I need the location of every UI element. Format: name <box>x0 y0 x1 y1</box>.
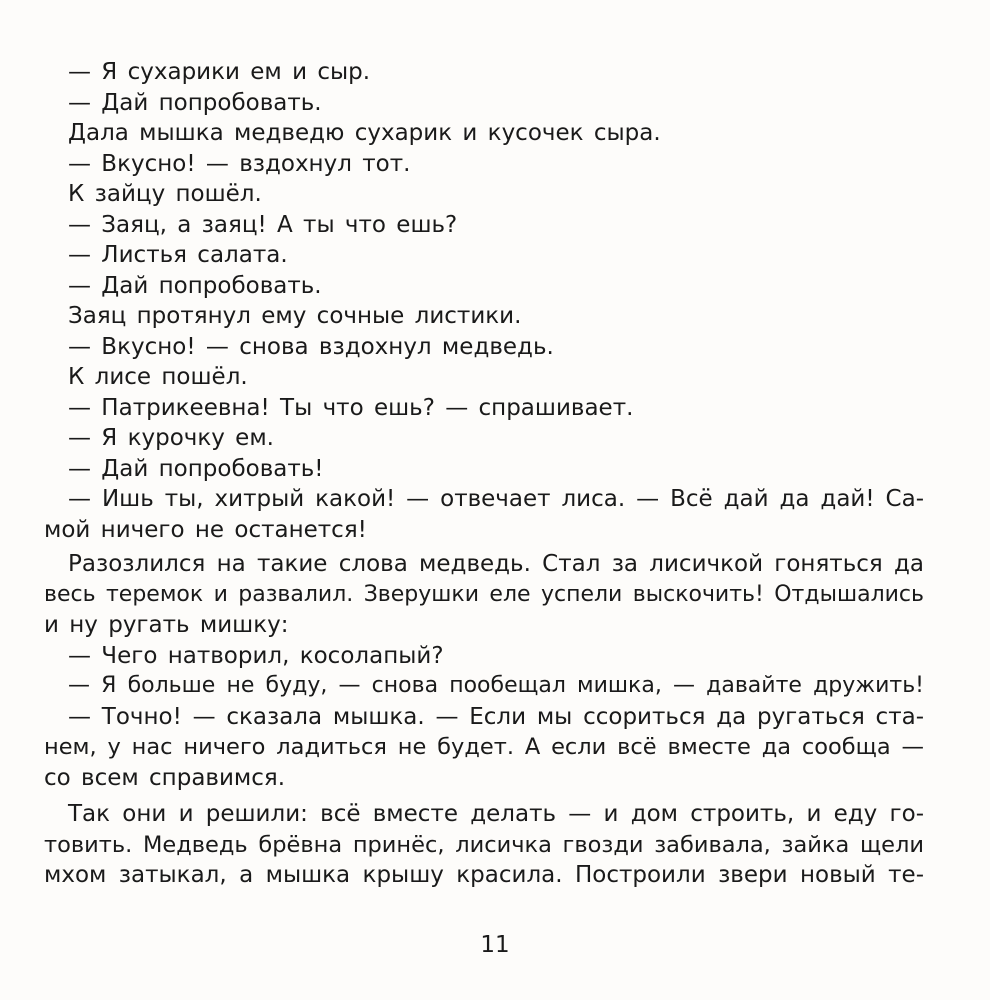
text-line: — Вкусно! — снова вздохнул медведь. <box>68 333 554 360</box>
text-line: Заяц протянул ему сочные листики. <box>68 303 522 329</box>
text-line: Дала мышка медведю сухарик и кусочек сыра. <box>68 120 661 146</box>
text-line: Так они и решили: всё вместе делать — и дом строить, и еду го- <box>68 801 924 827</box>
text-line: — Я курочку ем. <box>68 425 274 451</box>
text-line: — Точно! — сказала мышка. — Если мы ссориться да ругаться ста- <box>68 703 924 730</box>
text-line: — Дай попробовать. <box>68 272 322 299</box>
text-line: со всем справимся. <box>44 764 286 791</box>
text-line: К лисе пошёл. <box>68 364 248 390</box>
text-line: К зайцу пошёл. <box>68 181 262 207</box>
text-line: — Патрикеевна! Ты что ешь? — спрашивает. <box>68 394 634 421</box>
text-line: — Дай попробовать! <box>68 455 324 482</box>
text-line: — Чего натворил, косолапый? <box>68 642 444 669</box>
text-line: Разозлился на такие слова медведь. Стал за лисичкой гоняться да <box>68 551 924 577</box>
text-line: товить. Медведь брёвна принёс, лисичка гвозди забивала, зайка щели <box>44 831 924 858</box>
text-line: — Дай попробовать. <box>68 89 322 116</box>
text-line: весь теремок и развалил. Зверушки еле успели выскочить! Отдышались <box>44 581 924 607</box>
text-line: — Вкусно! — вздохнул тот. <box>68 150 411 177</box>
story-text <box>44 57 924 891</box>
page-number: 11 <box>480 932 510 958</box>
text-line: мой ничего не останется! <box>44 516 367 543</box>
text-line: нем, у нас ничего ладиться не будет. А если всё вместе да сообща — <box>44 734 924 760</box>
text-line: — Ишь ты, хитрый какой! — отвечает лиса. — Всё дай да дай! Са- <box>68 486 924 512</box>
text-line: — Я сухарики ем и сыр. <box>68 59 371 85</box>
text-line: мхом затыкал, а мышка крышу красила. Построили звери новый те- <box>44 862 924 888</box>
text-line: — Я больше не буду, — снова пообещал мишка, — давайте дружить! <box>68 673 924 698</box>
text-line: — Листья салата. <box>68 242 288 268</box>
text-line: — Заяц, а заяц! А ты что ешь? <box>68 211 458 238</box>
text-line: и ну ругать мишку: <box>44 612 289 638</box>
